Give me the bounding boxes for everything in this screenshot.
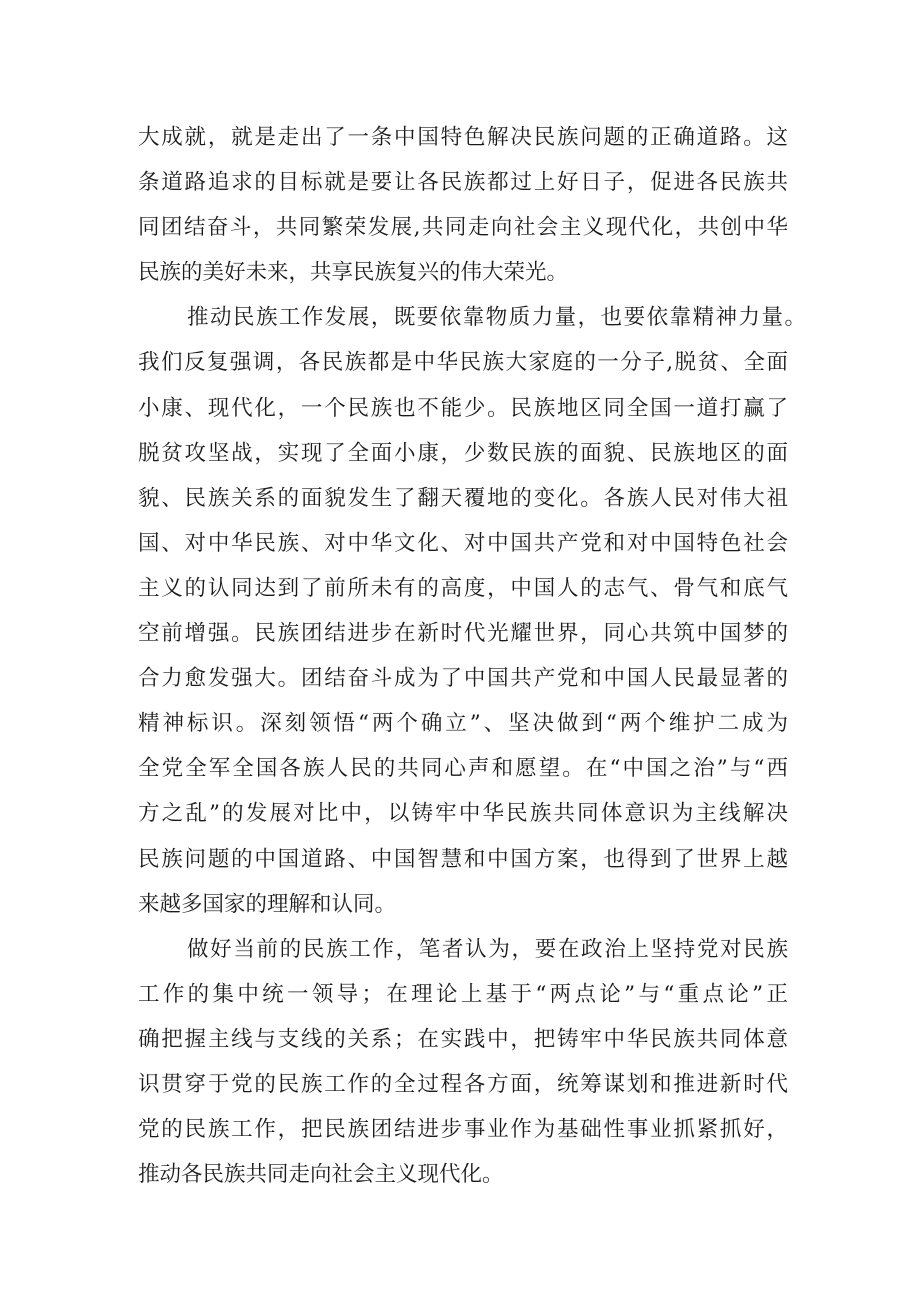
- text-line: 空前增强。民族团结进步在新时代光耀世界，同心共筑中国梦的: [138, 621, 788, 647]
- text-line: 民族的美好未来，共享民族复兴的伟大荣光。: [138, 260, 569, 286]
- text-line: 识贯穿于党的民族工作的全过程各方面，统筹谋划和推进新时代: [138, 1071, 788, 1097]
- text-line: 党的民族工作，把民族团结进步事业作为基础性事业抓紧抓好，: [138, 1117, 788, 1143]
- text-line: 国、对中华民族、对中华文化、对中国共产党和对中国特色社会: [138, 530, 788, 556]
- text-line: 貌、民族关系的面貌发生了翻天覆地的变化。各族人民对伟大祖: [138, 485, 788, 511]
- document-page: [138, 122, 806, 1204]
- text-line: 工作的集中统一领导；在理论上基于“两点论”与“重点论”正: [138, 981, 788, 1007]
- paragraph-1: [138, 122, 788, 302]
- text-line: 推动民族工作发展，既要依靠物质力量，也要依靠精神力量。: [187, 305, 806, 331]
- text-line: 大成就，就是走出了一条中国特色解决民族问题的正确道路。这: [138, 125, 788, 150]
- text-line: 推动各民族共同走向社会主义现代化。: [138, 1162, 504, 1188]
- text-line: 合力愈发强大。团结奋斗成为了中国共产党和中国人民最显著的: [138, 666, 788, 692]
- text-line: 主义的认同达到了前所未有的高度，中国人的志气、骨气和底气: [138, 575, 788, 601]
- text-line: 方之乱”的发展对比中，以铸牢中华民族共同体意识为主线解决: [138, 801, 788, 827]
- paragraph-2: [138, 302, 806, 933]
- text-line: 精神标识。深刻领悟“两个确立”、坚决做到“两个维护二成为: [138, 711, 788, 737]
- text-line: 民族问题的中国道路、中国智慧和中国方案，也得到了世界上越: [138, 846, 788, 872]
- text-line: 条道路追求的目标就是要让各民族都过上好日子，促进各民族共: [138, 170, 788, 196]
- text-line: 小康、现代化，一个民族也不能少。民族地区同全国一道打赢了: [138, 395, 788, 421]
- text-line: 脱贫攻坚战，实现了全面小康，少数民族的面貌、民族地区的面: [138, 440, 788, 466]
- text-line: 同团结奋斗，共同繁荣发展,共同走向社会主义现代化，共创中华: [138, 215, 788, 241]
- text-line: 确把握主线与支线的关系；在实践中，把铸牢中华民族共同体意: [138, 1026, 788, 1052]
- paragraph-3: [138, 934, 788, 1205]
- text-line: 来越多国家的理解和认同。: [138, 891, 397, 917]
- text-line: 做好当前的民族工作，笔者认为，要在政治上坚持党对民族: [187, 936, 788, 962]
- text-line: 我们反复强调，各民族都是中华民族大家庭的一分子,脱贫、全面: [138, 350, 788, 376]
- text-line: 全党全军全国各族人民的共同心声和愿望。在“中国之治”与“西: [138, 756, 788, 782]
